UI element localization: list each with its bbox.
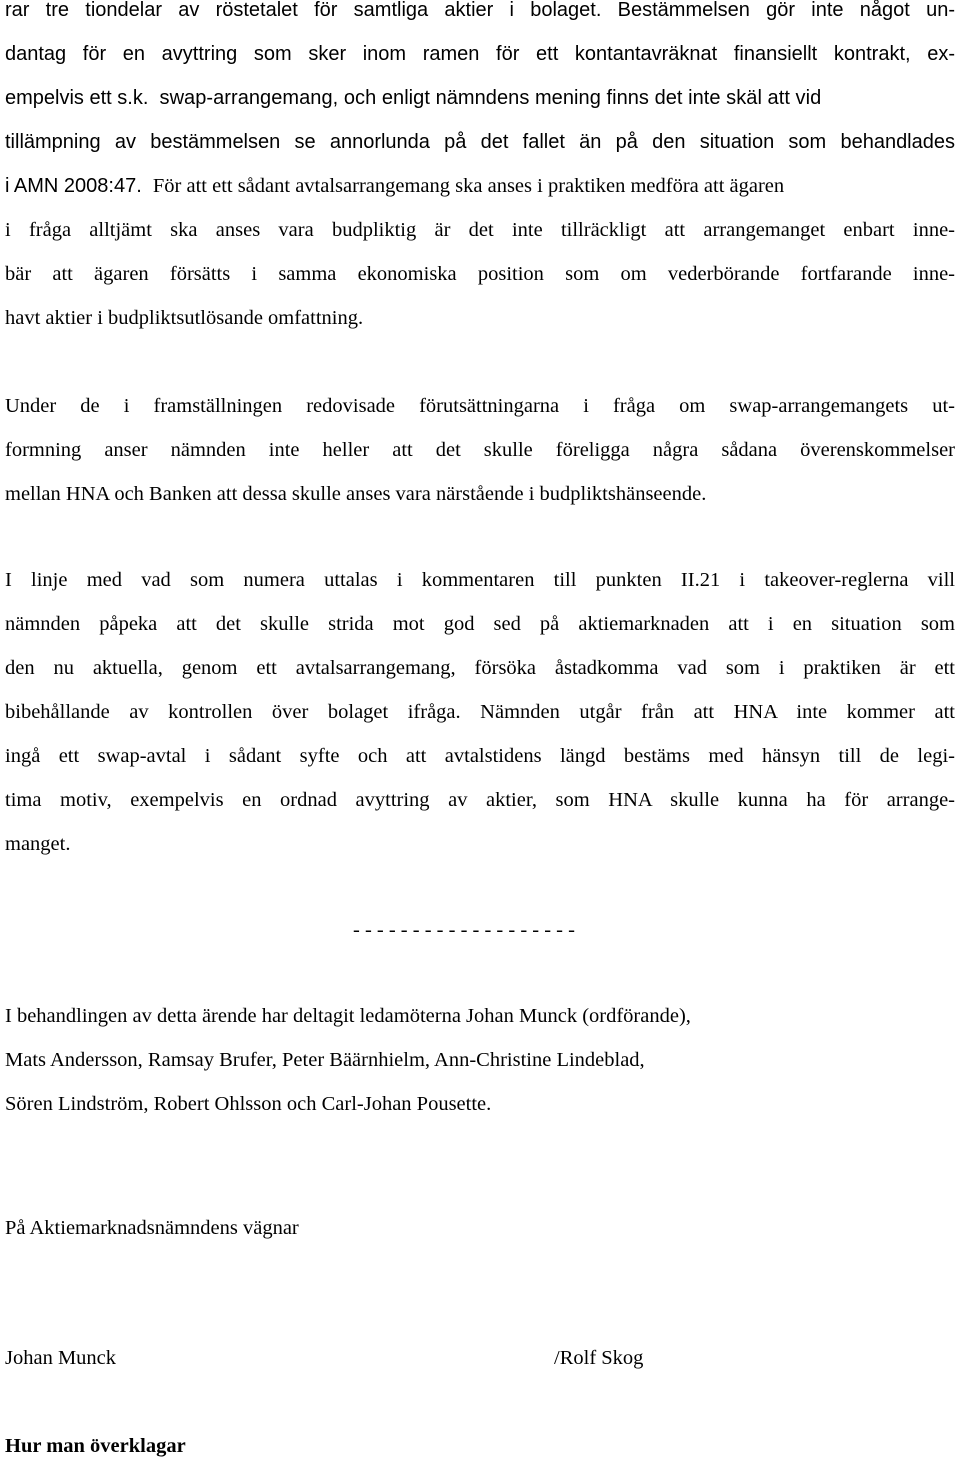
section-separator: - - - - - - - - - - - - - - - - - - - — [353, 919, 575, 941]
text-line: I linje med vad som numera uttalas i kommentaren till punkten II.21 i takeover-reglerna vill — [5, 569, 955, 591]
text-fragment: swap-arrangemang, och enligt nämndens mening finns det inte skäl att vid — [159, 87, 822, 109]
text-line: dantag för en avyttring som sker inom ramen för ett kontantavräknat finansiellt kontrakt, ex- — [5, 43, 955, 65]
text-fragment: För att ett sådant avtalsarrangemang ska anses i praktiken medföra att ägaren — [152, 175, 785, 197]
text-line: mellan HNA och Banken att dessa skulle anses vara närstående i budpliktshänseende. — [5, 483, 707, 505]
text-line: tillämpning av bestämmelsen se annorlunda på det fallet än på den situation som behandlades — [5, 131, 955, 153]
text-line: den nu aktuella, genom ett avtalsarrangemang, försöka åstadkomma vad som i praktiken är ett — [5, 657, 955, 679]
text-line: Sören Lindström, Robert Ohlsson och Carl-Johan Pousette. — [5, 1093, 492, 1115]
text-line: I behandlingen av detta ärende har deltagit ledamöterna Johan Munck (ordförande), — [5, 1005, 691, 1027]
text-fragment: i AMN 2008:47. — [5, 175, 142, 197]
text-line: Mats Andersson, Ramsay Brufer, Peter Bäärnhielm, Ann-Christine Lindeblad, — [5, 1049, 645, 1071]
text-line: rar tre tiondelar av röstetalet för samtliga aktier i bolaget. Bestämmelsen gör inte något un- — [5, 0, 955, 21]
text-line: ingå ett swap-avtal i sådant syfte och att avtalstidens längd bestäms med hänsyn till de legi- — [5, 745, 955, 767]
text-line: havt aktier i budpliktsutlösande omfattning. — [5, 307, 364, 329]
signature-right: /Rolf Skog — [554, 1347, 644, 1369]
text-line: tima motiv, exempelvis en ordnad avyttring av aktier, som HNA skulle kunna ha för arrange- — [5, 789, 955, 811]
on-behalf-line: På Aktiemarknadsnämndens vägnar — [5, 1217, 299, 1239]
signature-left: Johan Munck — [5, 1347, 117, 1369]
text-line-mixed — [5, 88, 955, 109]
text-line: formning anser nämnden inte heller att det skulle föreligga några sådana överenskommelser — [5, 439, 955, 461]
appeal-heading: Hur man överklagar — [5, 1435, 186, 1457]
text-line: manget. — [5, 833, 71, 855]
text-line-mixed — [5, 176, 955, 197]
text-line: bär att ägaren försätts i samma ekonomiska position som om vederbörande fortfarande inne- — [5, 263, 955, 285]
text-line: i fråga alltjämt ska anses vara budpliktig är det inte tillräckligt att arrangemanget enbart inne- — [5, 219, 955, 241]
text-fragment: empelvis ett s.k. — [5, 87, 149, 109]
text-line: bibehållande av kontrollen över bolaget ifråga. Nämnden utgår från att HNA inte kommer att — [5, 701, 955, 723]
text-line: Under de i framställningen redovisade förutsättningarna i fråga om swap-arrangemangets ut- — [5, 395, 955, 417]
text-line: nämnden påpeka att det skulle strida mot god sed på aktiemarknaden att i en situation som — [5, 613, 955, 635]
